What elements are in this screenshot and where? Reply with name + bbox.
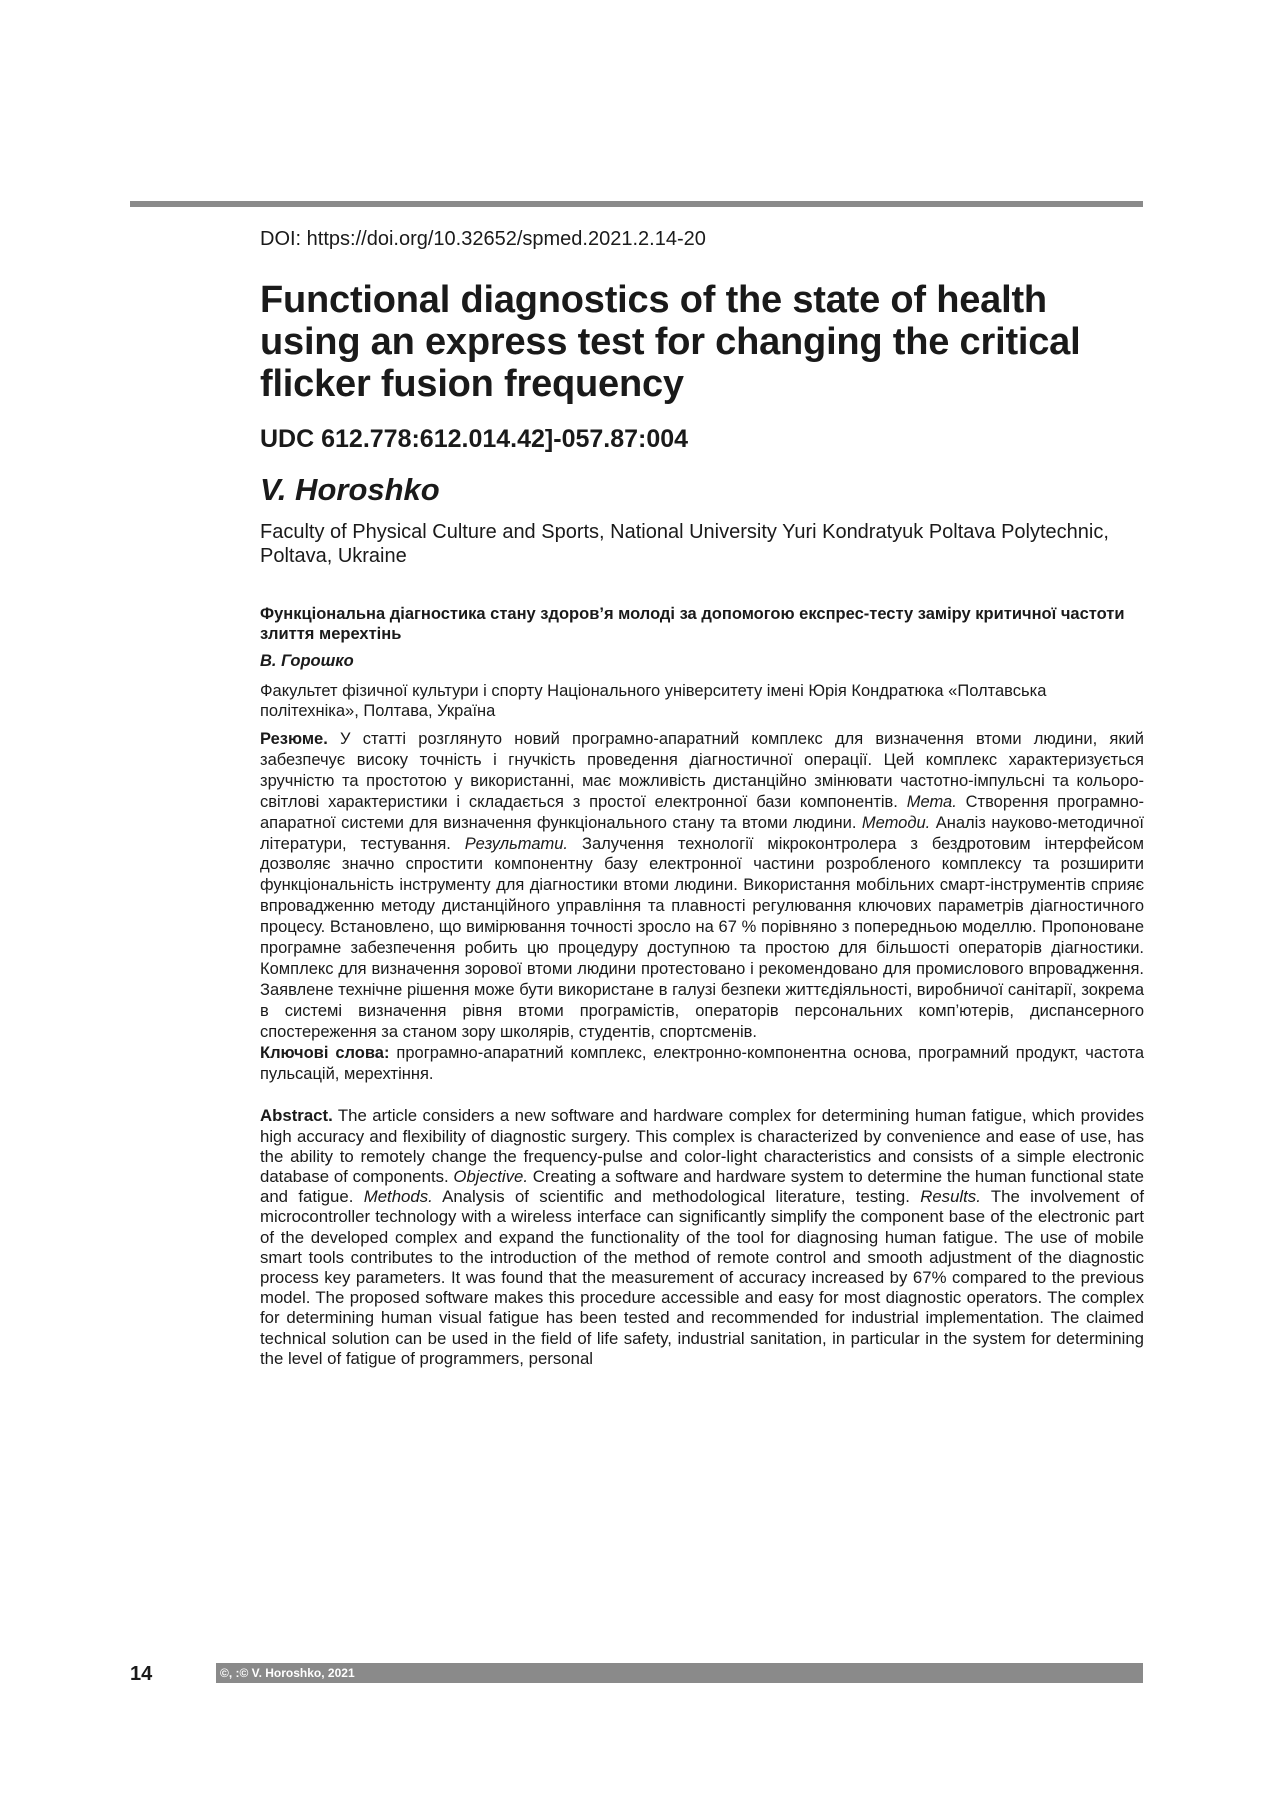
article-header — [260, 228, 1144, 1369]
ua-keywords-label: Ключові слова: — [260, 1043, 390, 1062]
author: V. Horoshko — [260, 472, 440, 507]
article-title: Functional diagnostics of the state of health using an express test for changing the critical flicker fusion frequency — [260, 279, 1081, 405]
udc-code: UDC 612.778:612.014.42]-057.87:004 — [260, 425, 689, 453]
ua-summary-text-3: Аналіз науково-методичної літератури, тестування. — [260, 813, 1145, 853]
en-abstract-label: Abstract. — [260, 1106, 333, 1126]
en-abstract-text-4: The involvement of microcontroller technology with a wireless interface can significantly simplify the component base of the electronic part of the developed complex and expand the functionality of the tool for diagnosing human fatigue. The use of mobile smart tools contributes to the introduction of the method of remote control and smooth adjustment of the diagnostic process key parameters. It was found that the measurement of accuracy increased by 67% compared to the previous model. The proposed software makes this procedure accessible and easy for most diagnostic operators. The complex for determining human visual fatigue has been tested and recommended for industrial implementation. The claimed technical solution can be used in the field of life safety, industrial sanitation, in particular in the system for determining the level of fatigue of programmers, personal — [260, 1187, 1145, 1368]
ua-results-label: Результати. — [464, 834, 569, 853]
ua-goal-label: Мета. — [906, 792, 957, 811]
ua-summary-text-2: Створення програмно-апаратної системи для визначення функціонального стану та втоми людини. — [260, 792, 1144, 832]
ua-keywords-text: програмно-апаратний комплекс, електронно-компонентна основа, програмний продукт, частота пульсацій, мерехтіння. — [260, 1043, 1144, 1083]
ua-author: В. Горошко — [260, 652, 354, 670]
affiliation: Faculty of Physical Culture and Sports, National University Yuri Kondratyuk Poltava Polytechnic, Poltava, Ukraine — [260, 521, 1109, 567]
en-abstract-text-1: The article considers a new software and hardware complex for determining human fatigue, which provides high accuracy and flexibility of diagnostic surgery. This complex is characterized by convenience and ease of use, has the ability to remotely change the frequency-pulse and color-light characteristics and consists of a simple electronic database of components. — [260, 1106, 1144, 1187]
en-abstract-text-2: Creating a software and hardware system to determine the human functional state and fatigue. — [260, 1167, 1144, 1207]
ua-keywords — [260, 1043, 1144, 1085]
en-results-label: Results. — [920, 1187, 981, 1207]
ua-affiliation: Факультет фізичної культури і спорту Національного університету імені Юрія Кондратюка «Полтавська політехніка», Полтава, Україна — [260, 682, 1047, 720]
copyright-text: ©, :© V. Horoshko, 2021 — [220, 1666, 355, 1680]
page-number: 14 — [130, 1663, 153, 1685]
ua-title: Функціональна діагностика стану здоров’я молоді за допомогою експрес-тесту заміру критичної частоти злиття мерехтінь — [260, 605, 1125, 643]
footer-copyright-bar — [216, 1663, 1143, 1683]
en-abstract — [260, 1106, 1144, 1369]
doi[interactable]: DOI: https://doi.org/10.32652/spmed.2021.2.14-20 — [260, 228, 706, 250]
ua-summary-label: Резюме. — [260, 730, 328, 748]
en-abstract-text-3: Analysis of scientific and methodological literature, testing. — [432, 1187, 921, 1207]
top-rule — [130, 201, 1143, 207]
en-methods-label: Methods. — [363, 1187, 433, 1207]
ua-summary-text-4: Залучення технології мікроконтролера з бездротовим інтерфейсом дозволяє значно спростити компонентну базу електронної частини розробленого комплексу та розширити функціональність інструменту для діагностики втоми людини. Використання мобільних смарт-інструментів сприяє впровадженню методу дистанційного управління та плавності регулювання ключових параметрів діагностичного процесу. Встановлено, що вимірювання точності зросло на 67 % порівняно з попередньою моделлю. Пропоноване програмне забезпечення робить цю процедуру доступною та простою для більшості операторів діагностики. Комплекс для визначення зорової втоми людини протестовано і рекомендовано для промислового впровадження. Заявлене технічне рішення може бути використане в галузі безпеки життєдіяльності, виробничої санітарії, зокрема в системі визначення рівня втоми програмістів, операторів персональних комп’ютерів, диспансерного спостереження за станом зору школярів, студентів, спортсменів. — [260, 834, 1144, 1041]
ua-summary-text-1: У статті розглянуто новий програмно-апаратний комплекс для визначення втоми людини, який забезпечує високу точність і гнучкість проведення діагностичної операції. Цей комплекс характеризується зручністю та простотою у використанні, має можливість дистанційно змінювати частотно-імпульсні та кольоро-світлові характеристики і складається з простої електронної бази компонентів. — [260, 730, 1144, 811]
en-objective-label: Objective. — [453, 1167, 529, 1187]
ua-summary — [260, 729, 1144, 1043]
ua-methods-label: Методи. — [861, 813, 931, 832]
